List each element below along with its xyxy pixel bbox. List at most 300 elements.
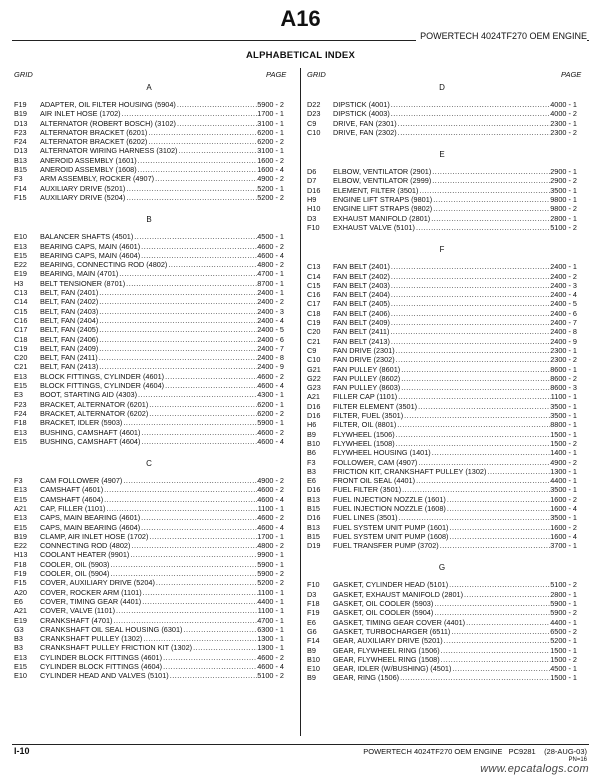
grid-ref: B9 xyxy=(307,429,316,439)
grid-ref: G6 xyxy=(307,626,317,636)
leader-dots xyxy=(431,176,550,185)
page-ref: 3500 - 1 xyxy=(550,401,577,411)
leader-dots xyxy=(140,513,257,522)
index-entry[interactable] xyxy=(307,392,577,401)
index-entry[interactable] xyxy=(307,513,577,522)
grid-ref: D13 xyxy=(14,118,28,128)
page-ref: 1500 - 1 xyxy=(550,673,577,683)
index-entry[interactable] xyxy=(307,262,577,271)
index-entry[interactable] xyxy=(307,636,577,645)
part-name: BELT, FAN (2409) xyxy=(40,343,99,353)
part-name: BEARING CAPS, MAIN (4604) xyxy=(40,250,141,260)
index-entry[interactable] xyxy=(14,109,284,118)
leader-dots xyxy=(98,316,257,325)
index-entry[interactable] xyxy=(307,541,577,550)
part-name: ALTERNATOR WIRING HARNESS (3102) xyxy=(40,146,178,156)
leader-dots xyxy=(121,109,258,118)
part-name: ENGINE LIFT STRAPS (9802) xyxy=(333,204,433,214)
leader-dots xyxy=(396,420,550,429)
index-entry[interactable] xyxy=(14,616,284,625)
index-entry[interactable] xyxy=(14,418,284,427)
page-ref: 1700 - 1 xyxy=(257,531,284,541)
index-entry[interactable] xyxy=(14,588,284,597)
leader-dots xyxy=(122,476,257,485)
index-entry[interactable] xyxy=(307,580,577,589)
index-entry[interactable] xyxy=(14,251,284,260)
part-name: CRANKSHAFT PULLEY (1302) xyxy=(40,634,143,644)
index-entry[interactable] xyxy=(307,485,577,494)
index-entry[interactable] xyxy=(307,223,577,232)
index-entry[interactable] xyxy=(14,671,284,680)
page-ref: 5200 - 1 xyxy=(257,183,284,193)
grid-ref: B10 xyxy=(307,438,320,448)
index-entry[interactable] xyxy=(14,662,284,671)
index-entry[interactable] xyxy=(14,634,284,643)
index-entry[interactable] xyxy=(14,128,284,137)
grid-ref: A21 xyxy=(14,503,27,513)
leader-dots xyxy=(448,580,550,589)
part-name: FAN BELT (2401) xyxy=(333,262,390,272)
index-entry[interactable] xyxy=(307,176,577,185)
page-ref: 9900 - 1 xyxy=(257,550,284,560)
leader-dots xyxy=(98,307,257,316)
part-name: CAMSHAFT (4604) xyxy=(40,494,104,504)
index-entry[interactable] xyxy=(14,344,284,353)
part-name: BELT TENSIONER (8701) xyxy=(40,278,126,288)
leader-dots xyxy=(122,418,257,427)
index-entry[interactable] xyxy=(14,362,284,371)
part-name: CAM FOLLOWER (4907) xyxy=(40,476,123,486)
page-ref: 4000 - 2 xyxy=(550,109,577,119)
page-ref: 2400 - 3 xyxy=(550,280,577,290)
page-title: A16 xyxy=(280,6,321,31)
grid-ref: F3 xyxy=(14,476,23,486)
index-entry[interactable] xyxy=(14,523,284,532)
part-name: CAPS, MAIN BEARING (4604) xyxy=(40,522,141,532)
leader-dots xyxy=(140,428,257,437)
part-name: ANEROID ASSEMBLY (1601) xyxy=(40,155,137,165)
grid-ref: E22 xyxy=(14,541,27,551)
index-entry[interactable] xyxy=(14,260,284,269)
grid-ref: D16 xyxy=(307,401,321,411)
index-entry[interactable] xyxy=(307,504,577,513)
leader-dots xyxy=(140,251,257,260)
index-entry[interactable] xyxy=(307,167,577,176)
index-entry[interactable] xyxy=(14,578,284,587)
page-ref: 1300 - 1 xyxy=(550,466,577,476)
index-entry[interactable] xyxy=(307,523,577,532)
page-ref: 3500 - 1 xyxy=(550,411,577,421)
leader-dots xyxy=(443,636,551,645)
leader-dots xyxy=(140,242,257,251)
page-ref: 2400 - 9 xyxy=(257,362,284,372)
index-entry[interactable] xyxy=(307,439,577,448)
index-entry[interactable] xyxy=(307,655,577,664)
index-entry[interactable] xyxy=(307,673,577,682)
index-entry[interactable] xyxy=(307,458,577,467)
leader-dots xyxy=(486,467,550,476)
index-entry[interactable] xyxy=(14,156,284,165)
index-entry[interactable] xyxy=(14,643,284,652)
leader-dots xyxy=(164,381,257,390)
index-entry[interactable] xyxy=(307,355,577,364)
index-entry[interactable] xyxy=(14,597,284,606)
leader-dots xyxy=(125,184,257,193)
index-entry[interactable] xyxy=(307,204,577,213)
index-entry[interactable] xyxy=(14,100,284,109)
leader-dots xyxy=(98,325,257,334)
index-entry[interactable] xyxy=(14,400,284,409)
grid-ref: D19 xyxy=(307,541,321,551)
index-entry[interactable] xyxy=(307,476,577,485)
index-entry[interactable] xyxy=(307,590,577,599)
leader-dots xyxy=(439,541,551,550)
index-entry[interactable] xyxy=(14,513,284,522)
index-entry[interactable] xyxy=(14,174,284,183)
index-entry[interactable] xyxy=(14,232,284,241)
page-ref: 5900 - 1 xyxy=(257,559,284,569)
part-name: FUEL FILTER (3501) xyxy=(333,485,402,495)
page-ref: 1600 - 4 xyxy=(257,165,284,175)
index-entry[interactable] xyxy=(307,290,577,299)
index-entry[interactable] xyxy=(14,606,284,615)
part-name: BRACKET, ALTERNATOR (6201) xyxy=(40,399,149,409)
index-entry[interactable] xyxy=(307,608,577,617)
index-entry[interactable] xyxy=(14,279,284,288)
index-entry[interactable] xyxy=(307,495,577,504)
grid-ref: F15 xyxy=(14,192,27,202)
page-ref: 5100 - 2 xyxy=(550,580,577,590)
index-entry[interactable] xyxy=(307,281,577,290)
leader-dots xyxy=(397,119,551,128)
grid-ref: C17 xyxy=(307,299,321,309)
index-entry[interactable] xyxy=(14,372,284,381)
index-entry[interactable] xyxy=(14,307,284,316)
section-letter: B xyxy=(146,215,152,225)
page-ref: 2400 - 8 xyxy=(550,327,577,337)
leader-dots xyxy=(176,100,257,109)
page-ref: 1500 - 2 xyxy=(550,654,577,664)
leader-dots xyxy=(417,458,550,467)
index-entry[interactable] xyxy=(307,318,577,327)
index-entry[interactable] xyxy=(14,569,284,578)
page-ref: 4900 - 2 xyxy=(550,457,577,467)
part-name: AUXILIARY DRIVE (5201) xyxy=(40,183,126,193)
index-entry[interactable] xyxy=(307,272,577,281)
grid-ref: H6 xyxy=(307,420,317,430)
part-name: EXHAUST MANIFOLD (2801) xyxy=(333,213,431,223)
index-entry[interactable] xyxy=(307,402,577,411)
index-entry[interactable] xyxy=(307,119,577,128)
leader-dots xyxy=(137,390,257,399)
index-entry[interactable] xyxy=(14,560,284,569)
grid-ref: C18 xyxy=(307,308,321,318)
part-name: CAP, FILLER (1101) xyxy=(40,503,106,513)
leader-dots xyxy=(433,608,550,617)
page-ref: 4600 - 2 xyxy=(257,485,284,495)
part-name: ARM ASSEMBLY, ROCKER (4907) xyxy=(40,174,155,184)
part-name: ENGINE LIFT STRAPS (9801) xyxy=(333,195,433,205)
index-entry[interactable] xyxy=(14,437,284,446)
grid-ref: F14 xyxy=(307,636,320,646)
grid-ref: D16 xyxy=(307,185,321,195)
part-name: BRACKET, ALTERNATOR (6202) xyxy=(40,408,149,418)
grid-ref: E15 xyxy=(14,522,27,532)
part-name: AUXILIARY DRIVE (5204) xyxy=(40,192,126,202)
footer-page-number: I-10 xyxy=(14,746,30,756)
leader-dots xyxy=(129,550,257,559)
grid-ref: F18 xyxy=(14,559,27,569)
index-entry[interactable] xyxy=(14,146,284,155)
page-ref: 6200 - 2 xyxy=(257,408,284,418)
leader-dots xyxy=(433,599,550,608)
grid-ref: F18 xyxy=(14,418,27,428)
grid-ref: E6 xyxy=(307,476,316,486)
leader-dots xyxy=(125,193,257,202)
index-entry[interactable] xyxy=(14,193,284,202)
index-entry[interactable] xyxy=(307,532,577,541)
index-entry[interactable] xyxy=(14,316,284,325)
leader-dots xyxy=(137,156,258,165)
engine-title: POWERTECH 4024TF270 OEM ENGINE xyxy=(416,31,587,41)
index-entry[interactable] xyxy=(14,119,284,128)
index-entry[interactable] xyxy=(14,165,284,174)
index-entry[interactable] xyxy=(307,627,577,636)
index-entry[interactable] xyxy=(14,409,284,418)
grid-ref: B3 xyxy=(307,466,316,476)
leader-dots xyxy=(390,299,550,308)
grid-ref: C19 xyxy=(14,343,28,353)
part-name: FUEL INJECTION NOZZLE (1608) xyxy=(333,503,446,513)
page-ref: 1500 - 2 xyxy=(550,438,577,448)
leader-dots xyxy=(403,411,550,420)
part-name: DRIVE, FAN (2301) xyxy=(333,118,397,128)
leader-dots xyxy=(465,618,550,627)
page-ref: 2400 - 7 xyxy=(257,343,284,353)
part-name: BEARING CAPS, MAIN (4601) xyxy=(40,241,141,251)
leader-dots xyxy=(431,167,550,176)
section-letter: E xyxy=(439,150,445,160)
index-entry[interactable] xyxy=(307,186,577,195)
leader-dots xyxy=(390,262,550,271)
index-entry[interactable] xyxy=(307,346,577,355)
grid-ref: H3 xyxy=(14,278,24,288)
index-entry[interactable] xyxy=(307,214,577,223)
leader-dots xyxy=(109,560,257,569)
grid-ref: F3 xyxy=(307,457,316,467)
part-name: FUEL SYSTEM UNIT PUMP (1608) xyxy=(333,531,449,541)
grid-ref: E13 xyxy=(14,485,27,495)
page-ref: 4400 - 1 xyxy=(550,617,577,627)
page-ref: 4600 - 4 xyxy=(257,494,284,504)
page-ref: 3100 - 1 xyxy=(257,146,284,156)
grid-ref: B6 xyxy=(307,448,316,458)
index-entry[interactable] xyxy=(307,374,577,383)
grid-ref: D22 xyxy=(307,100,321,109)
leader-dots xyxy=(164,372,257,381)
index-entry[interactable] xyxy=(14,381,284,390)
page-ref: 3100 - 1 xyxy=(257,118,284,128)
page-ref: 6300 - 1 xyxy=(257,624,284,634)
leader-dots xyxy=(133,232,257,241)
page-ref: 2400 - 6 xyxy=(550,308,577,318)
index-entry[interactable] xyxy=(14,335,284,344)
grid-ref: E19 xyxy=(14,615,27,625)
index-entry[interactable] xyxy=(14,476,284,485)
grid-ref: D23 xyxy=(307,109,321,119)
leader-dots xyxy=(417,402,550,411)
page-ref: 1100 - 1 xyxy=(257,606,284,616)
leader-dots xyxy=(105,504,257,513)
part-name: BLOCK FITTINGS, CYLINDER (4601) xyxy=(40,371,165,381)
leader-dots xyxy=(395,355,551,364)
index-entry[interactable] xyxy=(14,428,284,437)
grid-ref: E22 xyxy=(14,260,27,270)
page-ref: 1700 - 1 xyxy=(257,109,284,119)
index-entry[interactable] xyxy=(307,383,577,392)
leader-dots xyxy=(440,655,551,664)
index-entry[interactable] xyxy=(14,541,284,550)
index-entry[interactable] xyxy=(14,325,284,334)
leader-dots xyxy=(112,616,257,625)
index-entry[interactable] xyxy=(14,504,284,513)
leader-dots xyxy=(140,437,257,446)
leader-dots xyxy=(118,269,257,278)
page-ref: 5200 - 2 xyxy=(257,578,284,588)
section-gap xyxy=(307,550,577,560)
leader-dots xyxy=(395,430,551,439)
page-ref: 1100 - 1 xyxy=(257,587,284,597)
grid-ref: B10 xyxy=(307,654,320,664)
grid-ref: C13 xyxy=(307,262,321,272)
page-ref: 4600 - 4 xyxy=(257,662,284,672)
page-ref: 6200 - 1 xyxy=(257,127,284,137)
part-name: GASKET, CYLINDER HEAD (5101) xyxy=(333,580,449,590)
leader-dots xyxy=(401,485,550,494)
index-entry[interactable] xyxy=(307,337,577,346)
leader-dots xyxy=(103,495,257,504)
part-name: BUSHING, CAMSHAFT (4601) xyxy=(40,427,141,437)
index-entry[interactable] xyxy=(307,327,577,336)
part-name: FAN PULLEY (8601) xyxy=(333,364,401,374)
leader-dots xyxy=(431,448,550,457)
part-name: FUEL TRANSFER PUMP (3702) xyxy=(333,541,439,551)
leader-dots xyxy=(415,223,550,232)
index-entry[interactable] xyxy=(14,532,284,541)
leader-dots xyxy=(390,309,550,318)
page-ref: 8600 - 3 xyxy=(550,383,577,393)
index-entry[interactable] xyxy=(307,430,577,439)
grid-ref: D16 xyxy=(307,513,321,523)
grid-ref: E6 xyxy=(307,617,316,627)
leader-dots xyxy=(451,664,550,673)
leader-dots xyxy=(148,532,257,541)
index-entry[interactable] xyxy=(14,390,284,399)
page-ref: 2400 - 2 xyxy=(257,297,284,307)
index-entry[interactable] xyxy=(14,653,284,662)
index-entry[interactable] xyxy=(14,137,284,146)
grid-ref: F24 xyxy=(14,408,27,418)
part-name: GEAR, IDLER (W/BUSHING) (4501) xyxy=(333,664,452,674)
index-entry[interactable] xyxy=(307,109,577,118)
part-name: FILTER, FUEL (3501) xyxy=(333,411,404,421)
grid-ref: E10 xyxy=(307,664,320,674)
grid-ref: B19 xyxy=(14,531,27,541)
section-letter: F xyxy=(439,245,445,255)
page-ref: 6200 - 1 xyxy=(257,399,284,409)
part-name: FILTER ELEMENT (3501) xyxy=(333,401,418,411)
index-entry[interactable] xyxy=(307,664,577,673)
index-entry[interactable] xyxy=(307,100,577,109)
index-entry[interactable] xyxy=(307,365,577,374)
page-ref: 1100 - 1 xyxy=(550,392,577,402)
grid-ref: C16 xyxy=(14,315,28,325)
index-entry[interactable] xyxy=(14,550,284,559)
index-entry[interactable] xyxy=(307,195,577,204)
index-entry[interactable] xyxy=(14,297,284,306)
part-name: COOLER, OIL (5903) xyxy=(40,559,110,569)
part-name: FAN DRIVE (2302) xyxy=(333,355,395,365)
index-entry[interactable] xyxy=(14,184,284,193)
index-entry[interactable] xyxy=(14,485,284,494)
grid-ref: F15 xyxy=(14,578,27,588)
index-entry[interactable] xyxy=(307,599,577,608)
leader-dots xyxy=(177,146,257,155)
page-ref: 4600 - 4 xyxy=(257,250,284,260)
index-entry[interactable] xyxy=(14,288,284,297)
page-ref: 8600 - 1 xyxy=(550,364,577,374)
grid-ref: E10 xyxy=(14,671,27,681)
index-entry[interactable] xyxy=(307,299,577,308)
index-entry[interactable] xyxy=(14,242,284,251)
grid-ref: F18 xyxy=(307,599,320,609)
part-name: FLYWHEEL (1508) xyxy=(333,438,395,448)
part-name: FILTER, OIL (8801) xyxy=(333,420,397,430)
grid-ref: B15 xyxy=(307,531,320,541)
leader-dots xyxy=(390,281,550,290)
part-name: CRANKSHAFT PULLEY FRICTION KIT (1302) xyxy=(40,643,193,653)
index-entry[interactable] xyxy=(14,625,284,634)
index-entry[interactable] xyxy=(307,420,577,429)
grid-ref: F24 xyxy=(14,137,27,147)
index-entry[interactable] xyxy=(14,495,284,504)
index-entry[interactable] xyxy=(307,128,577,137)
grid-ref: C20 xyxy=(307,327,321,337)
index-entry[interactable] xyxy=(307,646,577,655)
part-name: FILLER CAP (1101) xyxy=(333,392,398,402)
page-ref: 2400 - 4 xyxy=(257,315,284,325)
page-ref: 4600 - 2 xyxy=(257,652,284,662)
grid-ref: E13 xyxy=(14,241,27,251)
part-name: FAN BELT (2403) xyxy=(333,280,390,290)
part-name: BELT, FAN (2411) xyxy=(40,353,98,363)
grid-ref: D6 xyxy=(307,167,317,177)
index-entry[interactable] xyxy=(14,269,284,278)
index-entry[interactable] xyxy=(307,309,577,318)
page-ref: 1600 - 4 xyxy=(550,531,577,541)
index-entry[interactable] xyxy=(307,411,577,420)
index-entry[interactable] xyxy=(307,618,577,627)
index-entry[interactable] xyxy=(14,353,284,362)
index-entry[interactable] xyxy=(307,448,577,457)
index-entry[interactable] xyxy=(307,467,577,476)
grid-ref: F19 xyxy=(307,608,320,618)
part-name: GEAR, FLYWHEEL RING (1506) xyxy=(333,645,440,655)
footer-engine-title: POWERTECH 4024TF270 OEM ENGINE xyxy=(363,747,503,756)
leader-dots xyxy=(147,128,257,137)
grid-ref: C14 xyxy=(307,271,321,281)
part-name: CAPS, MAIN BEARING (4601) xyxy=(40,513,141,523)
